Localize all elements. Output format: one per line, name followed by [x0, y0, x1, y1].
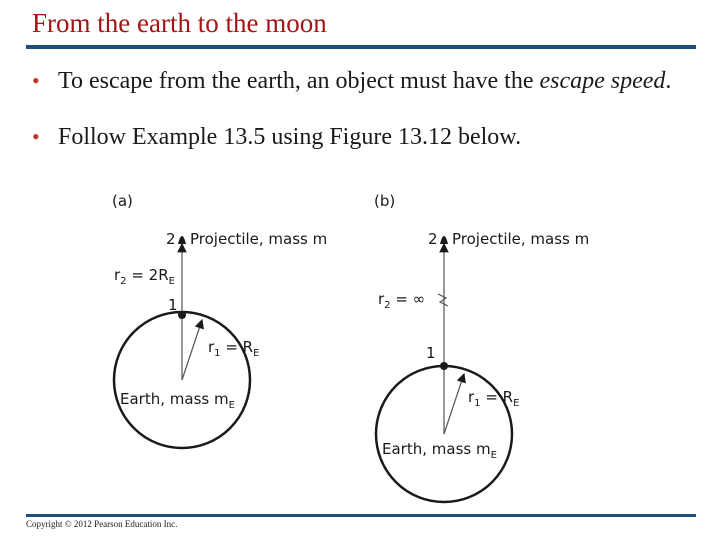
bullet-marker: •	[32, 68, 40, 93]
point-1-dot	[178, 311, 186, 319]
point-2-label: 2	[166, 230, 176, 248]
earth-label: Earth, mass $m_E$	[120, 390, 235, 411]
r1-vector	[182, 320, 202, 380]
title-rule	[26, 45, 696, 49]
infinity-break-icon	[438, 294, 448, 306]
projectile-icon	[440, 236, 448, 244]
r1-vector	[444, 374, 464, 434]
panel-a-label: (a)	[112, 192, 133, 210]
footer-rule	[26, 514, 696, 517]
bullet-emphasis: escape speed	[539, 68, 666, 94]
r2-label: $r_2$ = ∞	[378, 290, 426, 311]
bullet-text: Follow Example 13.5 using Figure 13.12 below.	[58, 124, 522, 150]
point-1-label: 1	[168, 296, 178, 314]
projectile-label: Projectile, mass m	[452, 230, 590, 248]
panel-b-label: (b)	[374, 192, 396, 210]
bullet-item-escape-speed	[32, 64, 692, 98]
point-1-dot	[440, 362, 448, 370]
copyright-notice: Copyright © 2012 Pearson Education Inc.	[26, 519, 178, 529]
figure-13-12	[90, 190, 650, 515]
r2-label: $r_2 = 2R_E$	[114, 266, 175, 287]
point-2-label: 2	[428, 230, 438, 248]
panel-a	[112, 192, 327, 448]
panel-b	[374, 192, 589, 502]
bullet-tail: .	[665, 68, 672, 94]
slide-title: From the earth to the moon	[32, 8, 327, 38]
earth-label: Earth, mass $m_E$	[382, 440, 497, 461]
projectile-label: Projectile, mass m	[190, 230, 328, 248]
bullet-marker: •	[32, 124, 40, 149]
bullet-text: To escape from the earth, an object must have the	[58, 68, 540, 94]
r1-label: $r_1 = R_E$	[208, 338, 260, 359]
bullet-list	[32, 64, 692, 176]
projectile-icon	[178, 236, 186, 244]
point-1-label: 1	[426, 344, 436, 362]
bullet-item-example	[32, 120, 692, 154]
figure-diagram	[90, 190, 650, 515]
r1-label: $r_1 = R_E$	[468, 388, 520, 409]
